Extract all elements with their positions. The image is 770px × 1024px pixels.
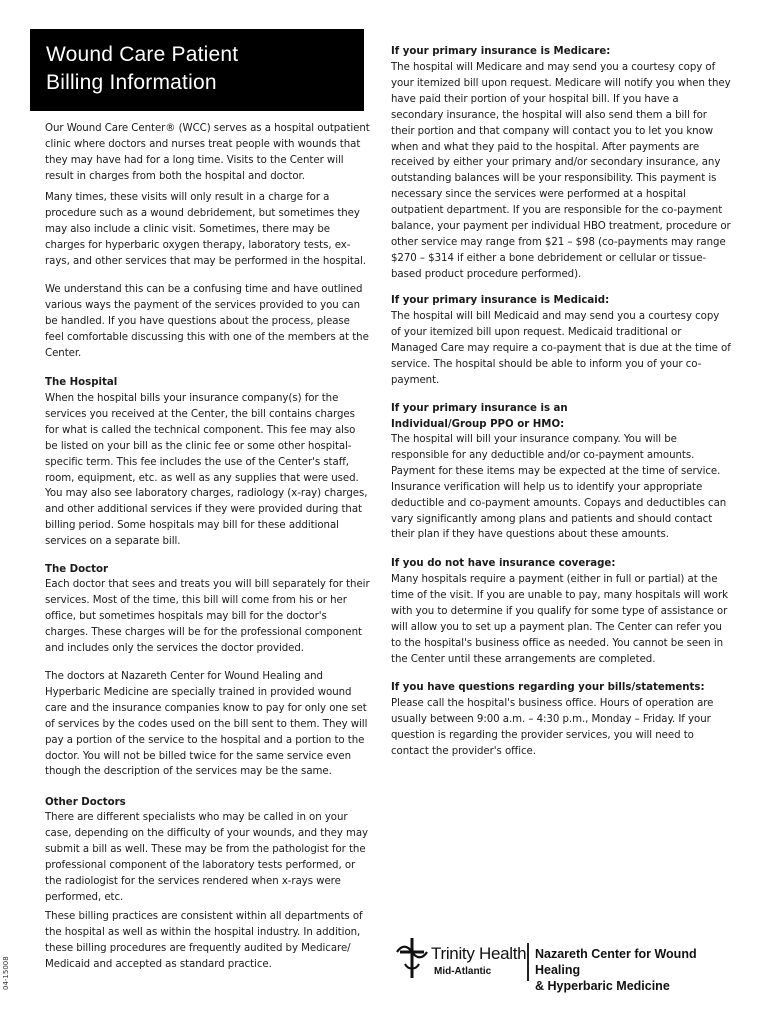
- title-line-1: Wound Care Patient: [46, 43, 239, 66]
- page-title: [46, 41, 364, 97]
- center-name-line-2: & Hyperbaric Medicine: [535, 979, 670, 993]
- no-insurance-heading: If you do not have insurance coverage:: [391, 558, 616, 569]
- medicaid-paragraph: The hospital will bill Medicaid and may send you a courtesy copy of your itemized bill upon request. Medicaid traditional or Managed Care may require a co-payment that is due at the time of service. The hospital should be able to inform you of your co-payment.: [391, 311, 731, 386]
- hospital-paragraph: When the hospital bills your insurance company(s) for the services you received at the Center, the bill contains charges for what is called the technical component. This fee may also be listed on your bill as the clinic fee or some other hospital-specific term. This fee includes the use of the Center's staff, room, equipment, etc. as well as any supplies that were used. You may also see laboratory charges, radiology (x-ray) charges, and other additional services if they were provided during that billing period. Some hospitals may bill for these additional services on a separate bill.: [45, 393, 368, 548]
- title-banner: [30, 29, 364, 111]
- trinity-health-logo: [394, 934, 739, 993]
- form-code: 04-15008: [2, 956, 10, 990]
- medicaid-heading: If your primary insurance is Medicaid:: [391, 295, 610, 306]
- intro-paragraph-1: Our Wound Care Center® (WCC) serves as a hospital outpatient clinic where doctors and nurses treat people with wounds that they may have had for a long time. Visits to the Center will result in charges from both the hospital and doctor.: [45, 123, 370, 182]
- intro-paragraph-3: We understand this can be a confusing time and have outlined various ways the payment of the services provided to you can be handled. If you have questions about the process, please feel comfortable discussing this with one of the members at the Center.: [45, 284, 369, 359]
- other-doctors-heading: Other Doctors: [45, 797, 126, 808]
- center-name: [535, 946, 739, 994]
- medicare-heading: If your primary insurance is Medicare:: [391, 46, 611, 57]
- other-doctors-paragraph-1: There are different specialists who may be called in on your case, depending on the difficulty of your wounds, and they may submit a bill as well. These may be from the pathologist for the professional component of the laboratory tests performed, or the radiologist for the services rendered when x-rays were performed, etc.: [45, 812, 369, 903]
- no-insurance-paragraph: Many hospitals require a payment (either in full or partial) at the time of the visit. If you are unable to pay, many hospitals will work with you to determine if you qualify for some type of assistance or will allow you to set up a payment plan. The Center can refer you to the hospital's business office as needed. You cannot be seen in the Center until these arrangements are completed.: [391, 574, 728, 665]
- questions-heading: If you have questions regarding your bills/statements:: [391, 682, 705, 693]
- doctor-heading: The Doctor: [45, 564, 109, 575]
- doctor-paragraph-1: Each doctor that sees and treats you will bill separately for their services. Most of the time, this bill will come from his or her office, but sometimes hospitals may bill for the doctor's charges. These charges will be for the professional component and includes only the services the doctor provided.: [45, 579, 370, 654]
- ppo-hmo-paragraph: The hospital will bill your insurance company. You will be responsible for any deductible and/or co-payment amounts. Payment for these items may be expected at the time of service. Insurance verification will help us to identify your appropriate deductible and co-payment amounts. Copays and deductibles can vary significantly among plans and patients and should contact their plan if they have questions about these amounts.: [391, 434, 727, 541]
- ppo-hmo-heading: If your primary insurance is an Individual/Group PPO or HMO:: [391, 403, 568, 430]
- cross-dove-icon: [394, 936, 430, 980]
- other-doctors-paragraph-2: These billing practices are consistent within all departments of the hospital as well as within the hospital industry. In addition, these billing procedures are frequently audited by Medicare/ Medicaid and accepted as standard practice.: [45, 911, 363, 970]
- logo-divider: [527, 943, 529, 981]
- hospital-heading: The Hospital: [45, 377, 118, 388]
- trinity-health-name: Trinity Health: [431, 944, 527, 963]
- doctor-paragraph-2: The doctors at Nazareth Center for Wound Healing and Hyperbaric Medicine are specially trained in provided wound care and the insurance companies know to pay for only one set of services by the codes used on the bill sent to them. They will pay a portion of the service to the hospital and a portion to the doctor. You will not be billed twice for the same service even though the description of the services may be the same.: [45, 671, 368, 778]
- medicare-paragraph: The hospital will Medicare and may send you a courtesy copy of your itemized bill upon request. Medicare will notify you when they have paid their portion of your hospital bill. If you have a secondary insurance, the hospital will also send them a bill for their portion and that company will contact you to let you know when and what they paid to the hospital. After payments are received by either your primary and/or secondary insurance, any outstanding balances will be your responsibility. This payment is necessary since the services were performed at a hospital outpatient department. If you are responsible for the co-payment balance, your payment per individual HBO treatment, procedure or other service may range from $21 – $98 (co-payments may range $270 – $314 if either a bone debridement or cellular or tissue-based product procedure performed).: [391, 62, 731, 280]
- center-name-line-1: Nazareth Center for Wound Healing: [535, 947, 697, 977]
- intro-paragraph-2: Many times, these visits will only result in a charge for a procedure such as a wound debridement, but sometimes they may also include a clinic visit. Sometimes, there may be charges for hyperbaric oxygen therapy, laboratory tests, ex-rays, and other services that may be performed in the hospital.: [45, 192, 366, 267]
- trinity-health-region: Mid-Atlantic: [434, 966, 492, 977]
- title-line-2: Billing Information: [46, 71, 217, 94]
- questions-paragraph: Please call the hospital's business office. Hours of operation are usually between 9:00 a.m. – 4:30 p.m., Monday – Friday. If your question is regarding the provider services, you will need to contact the provider's office.: [391, 698, 714, 757]
